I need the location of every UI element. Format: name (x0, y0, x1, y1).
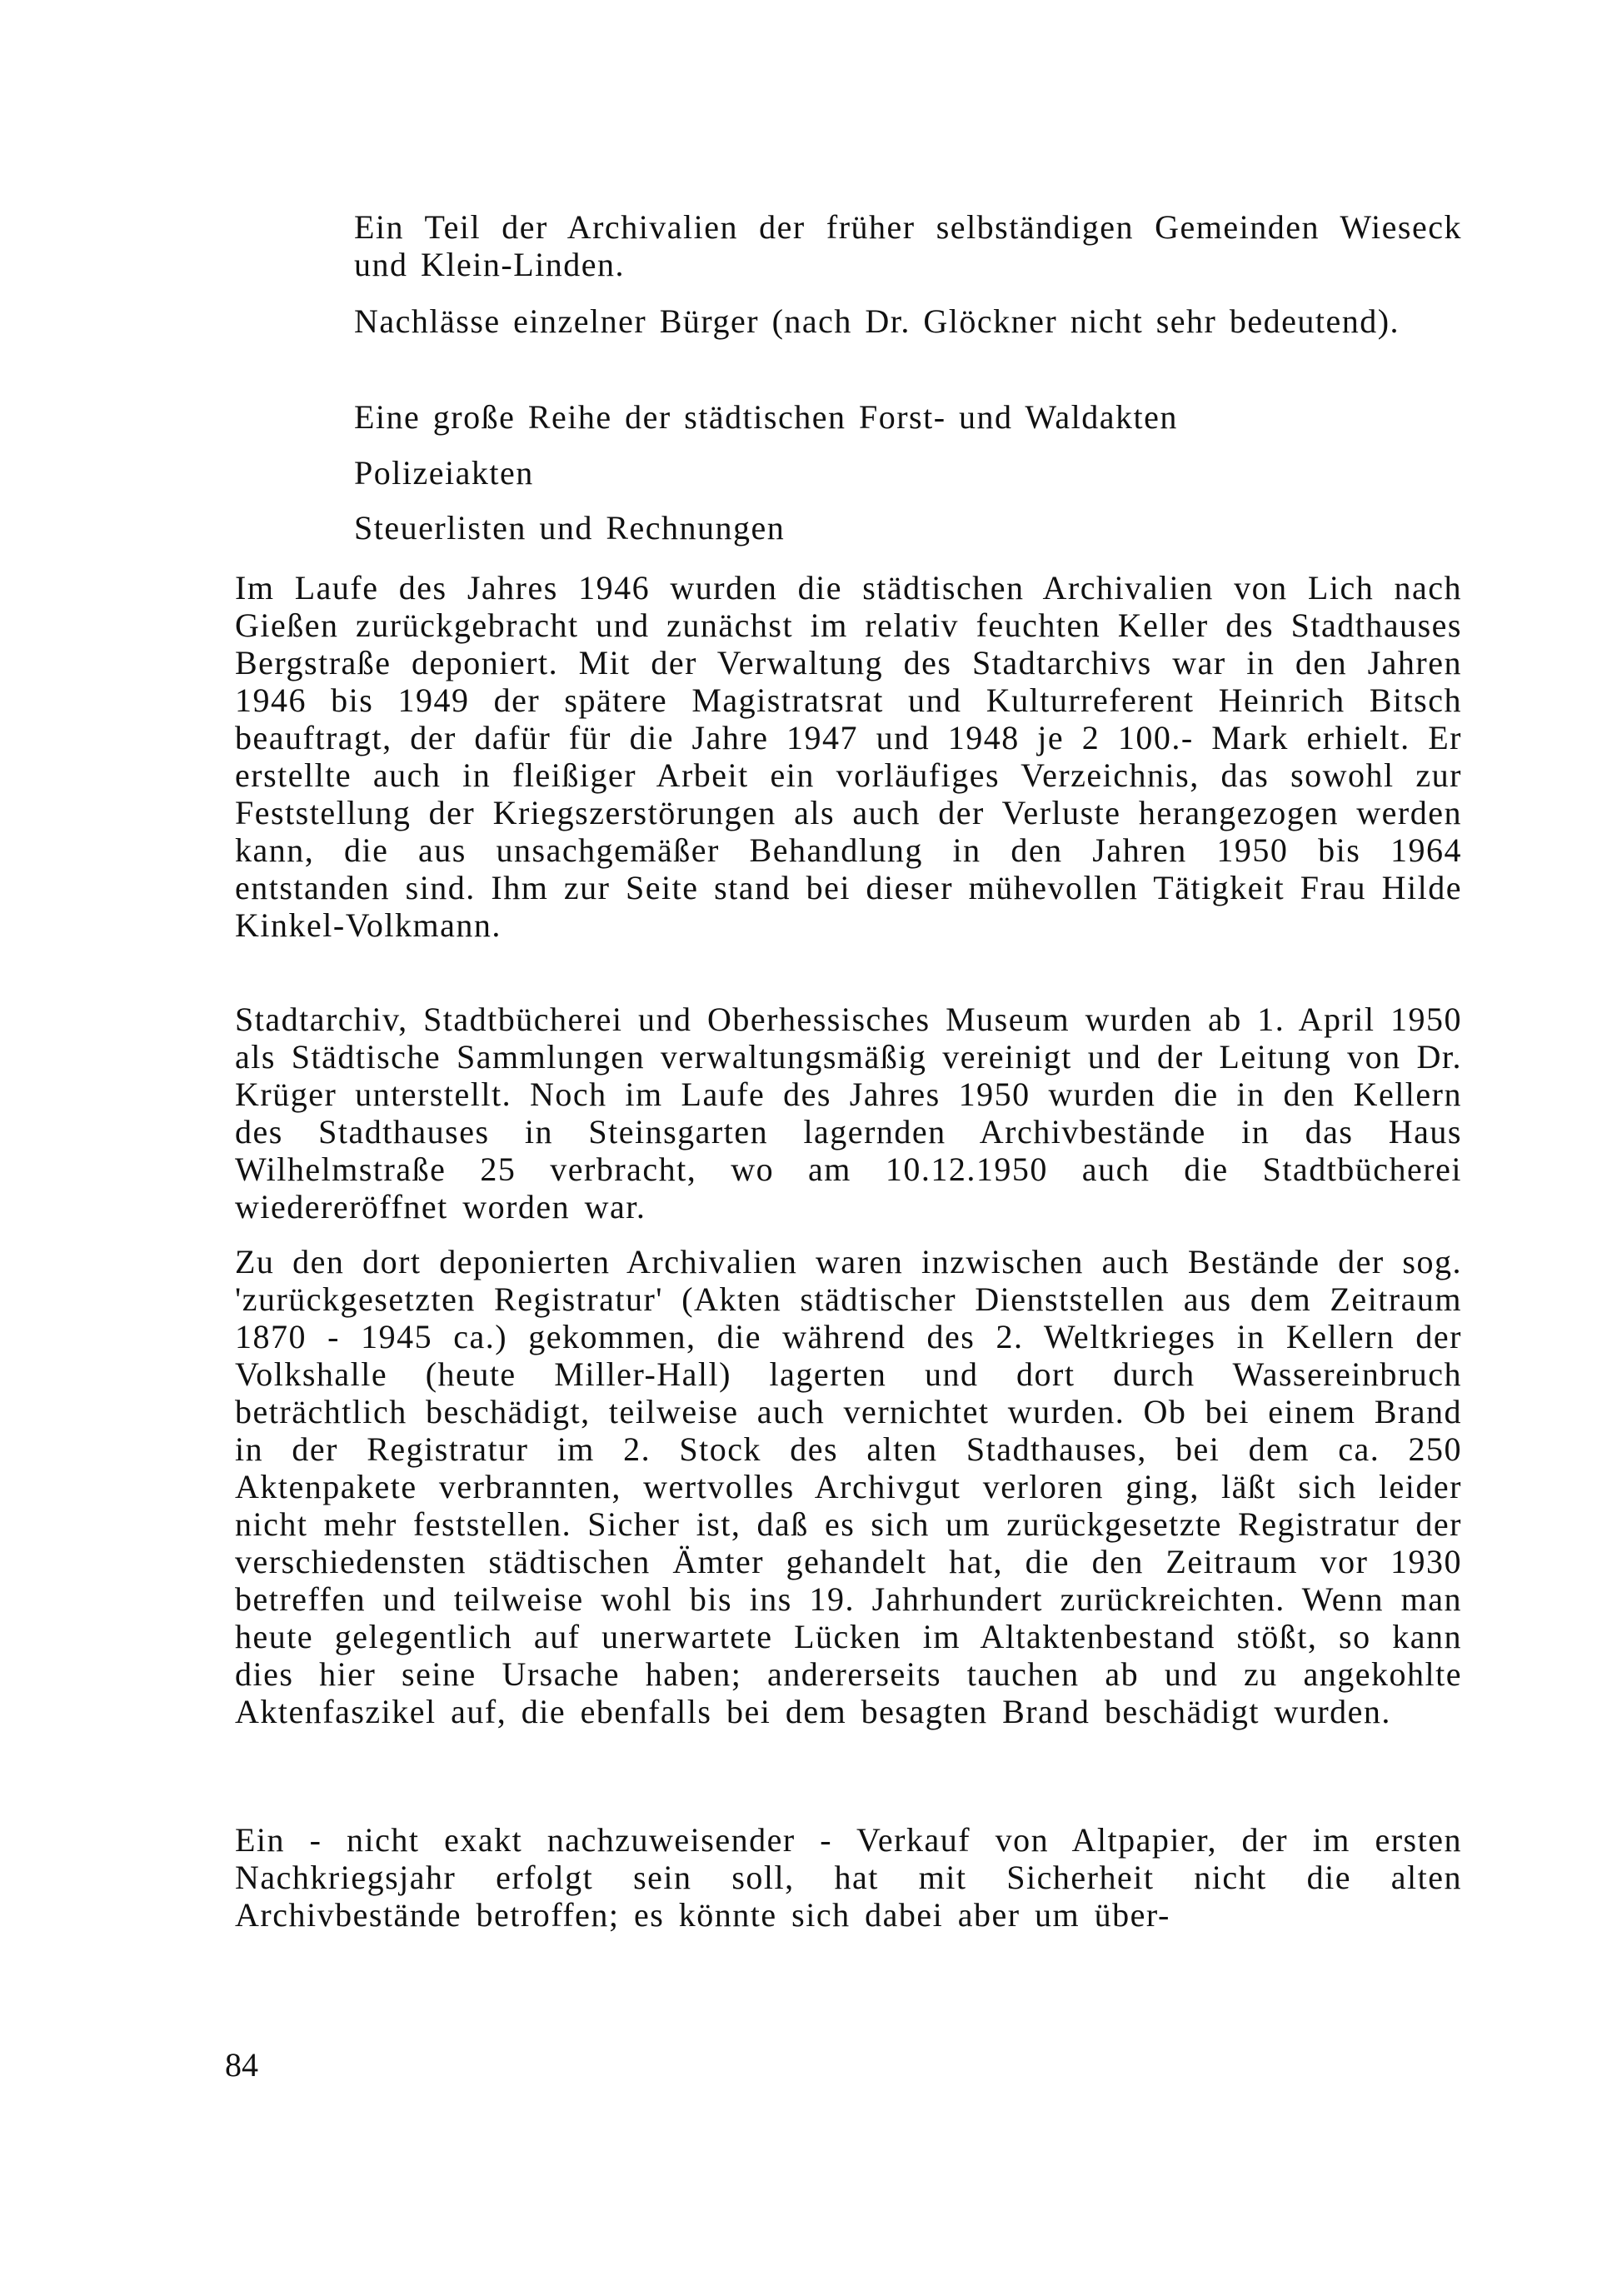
list-item-1: Ein Teil der Archivalien der früher selbständigen Gemeinden Wieseck und Klein-Linden. (354, 208, 1462, 283)
list-item-3: Eine große Reihe der städtischen Forst- und Waldakten (354, 398, 1178, 436)
paragraph-2: Stadtarchiv, Stadtbücherei und Oberhessisches Museum wurden ab 1. April 1950 als Städtische Sammlungen verwaltungsmäßig vereinigt und der Leitung von Dr. Krüger unterstellt. Noch im Laufe des Jahres 1950 wurden die in den Kellern des Stadthauses in Steinsgarten lagernden Archivbestände in das Haus Wilhelmstraße 25 verbracht, wo am 10.12.1950 auch die Stadtbücherei wiedereröffnet worden war. (235, 1001, 1462, 1225)
paragraph-4: Ein - nicht exakt nachzuweisender - Verkauf von Altpapier, der im ersten Nachkriegsjahr erfolgt sein soll, hat mit Sicherheit nicht die alten Archivbestände betroffen; es könnte sich dabei aber um über- (235, 1821, 1462, 1934)
list-item-4: Polizeiakten (354, 454, 534, 492)
paragraph-3: Zu den dort deponierten Archivalien waren inzwischen auch Bestände der sog. 'zurückgesetzten Registratur' (Akten städtischer Dienststellen aus dem Zeitraum 1870 - 1945 ca.) gekommen, die während des 2. Weltkrieges in Kellern der Volkshalle (heute Miller-Hall) lagerten und dort durch Wassereinbruch beträchtlich beschädigt, teilweise auch vernichtet wurden. Ob bei einem Brand in der Registratur im 2. Stock des alten Stadthauses, bei dem ca. 250 Aktenpakete verbrannten, wertvolles Archivgut verloren ging, läßt sich leider nicht mehr feststellen. Sicher ist, daß es sich um zurückgesetzte Registratur der verschiedensten städtischen Ämter gehandelt hat, die den Zeitraum vor 1930 betreffen und teilweise wohl bis ins 19. Jahrhundert zurückreichten. Wenn man heute gelegentlich auf unerwartete Lücken im Altaktenbestand stößt, so kann dies hier seine Ursache haben; andererseits tauchen ab und zu angekohlte Aktenfaszikel auf, die ebenfalls bei dem besagten Brand beschädigt wurden. (235, 1243, 1462, 1730)
list-item-2: Nachlässe einzelner Bürger (nach Dr. Glöckner nicht sehr bedeutend). (354, 302, 1400, 340)
paragraph-1: Im Laufe des Jahres 1946 wurden die städtischen Archivalien von Lich nach Gießen zurückgebracht und zunächst im relativ feuchten Keller des Stadthauses Bergstraße deponiert. Mit der Verwaltung des Stadtarchivs war in den Jahren 1946 bis 1949 der spätere Magistratsrat und Kulturreferent Heinrich Bitsch beauftragt, der dafür für die Jahre 1947 und 1948 je 2 100.- Mark erhielt. Er erstellte auch in fleißiger Arbeit ein vorläufiges Verzeichnis, das sowohl zur Feststellung der Kriegszerstörungen als auch der Verluste herangezogen werden kann, die aus unsachgemäßer Behandlung in den Jahren 1950 bis 1964 entstanden sind. Ihm zur Seite stand bei dieser mühevollen Tätigkeit Frau Hilde Kinkel-Volkmann. (235, 569, 1462, 944)
page-number: 84 (225, 2046, 258, 2084)
list-item-5: Steuerlisten und Rechnungen (354, 509, 786, 547)
